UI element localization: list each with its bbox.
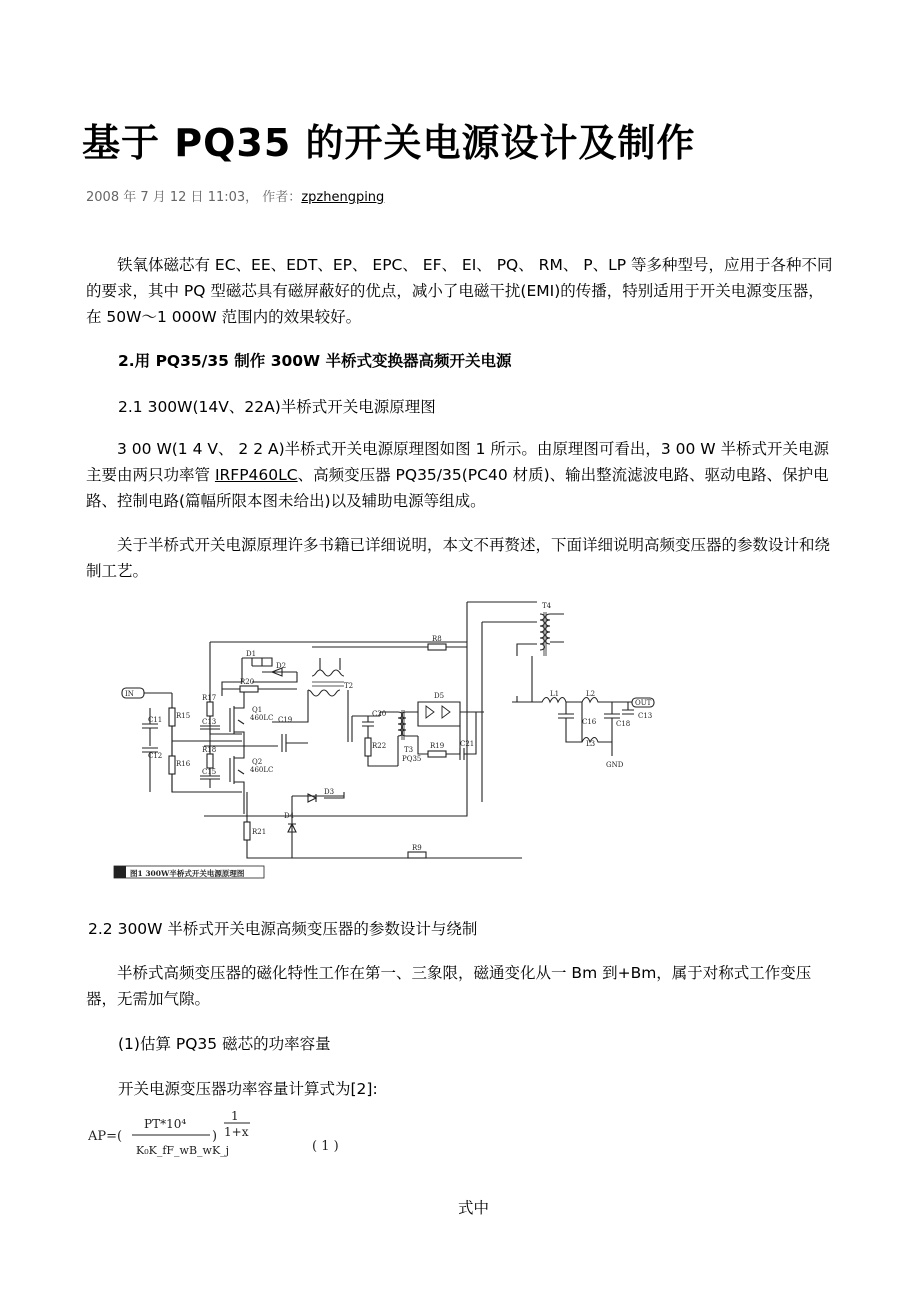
label-r15: R15 — [176, 712, 191, 720]
intro-text: 铁氧体磁芯有 EC、EE、EDT、EP、 EPC、 EF、 EI、 PQ、 RM、 P、LP 等多种型号，应用于各种不同的要求，其中 PQ 型磁芯具有磁屏蔽好的优点，减小了电磁干扰(EMI)的传播，特别适用于开关电源变压器，在 50W～1 000W 范围内的效果较好。 — [86, 256, 833, 326]
label-t2: T2 — [344, 682, 354, 690]
article-date: 2008 年 7 月 12 日 11:03， — [86, 190, 259, 205]
label-c19: C19 — [278, 716, 293, 724]
label-r8: R8 — [432, 635, 442, 643]
formula-intro: 开关电源变压器功率容量计算式为[2]: — [118, 1080, 378, 1098]
label-c13: C13 — [202, 718, 217, 726]
circuit-schematic — [112, 596, 672, 886]
label-d2: D2 — [276, 662, 287, 670]
label-out: OUT — [635, 699, 652, 707]
formula-number: ( 1 ) — [312, 1139, 339, 1154]
label-r17: R17 — [202, 694, 217, 702]
section-heading-2: 2.用 PQ35/35 制作 300W 半桥式变换器高频开关电源 — [118, 352, 512, 370]
formula-numerator: PT*10⁴ — [144, 1117, 187, 1131]
step-heading-1: (1)估算 PQ35 磁芯的功率容量 — [118, 1035, 331, 1053]
schematic-description-text-a: 3 00 W(1 4 V、 2 2 A)半桥式开关电源原理图如图 1 所示。由原理图可看出，3 00 W 半桥式开关电源主要由两只功率管 — [86, 440, 830, 484]
author-label: 作者： — [262, 190, 302, 205]
label-c11: C11 — [148, 716, 163, 724]
irfp460lc-link[interactable]: IRFP460LC — [214, 466, 298, 484]
label-l2: L2 — [586, 690, 596, 698]
label-c20: C20 — [372, 710, 387, 718]
label-l3: L3 — [586, 740, 596, 748]
section-heading-2-2: 2.2 300W 半桥式开关电源高频变压器的参数设计与绕制 — [88, 920, 478, 938]
formula-denominator: K₀K_fF_wB_wK_j — [136, 1144, 230, 1157]
label-c21: C21 — [460, 740, 475, 748]
label-t4: T4 — [542, 602, 552, 610]
article-title: 基于 PQ35 的开关电源设计及制作 — [82, 121, 696, 165]
formula-exp-num: 1 — [231, 1109, 239, 1123]
label-c12: C12 — [148, 752, 163, 760]
label-q2-model: 460LC — [250, 766, 274, 774]
label-d1: D1 — [246, 650, 257, 658]
label-q1: Q1 — [252, 706, 263, 714]
label-d3: D3 — [324, 788, 335, 796]
magnetization-text: 半桥式高频变压器的磁化特性工作在第一、三象限，磁通变化从一 Bm 到+Bm，属于对称式工作变压器，无需加气隙。 — [86, 964, 812, 1008]
power-capacity-formula — [88, 1108, 388, 1168]
label-c15: C15 — [202, 768, 217, 776]
label-r16: R16 — [176, 760, 191, 768]
label-d5: D5 — [434, 692, 445, 700]
schematic-description-text-b: 、高频变压器 PQ35/35(PC40 材质)、输出整流滤波电路、驱动电路、保护电路、控制电路(篇幅所限本图未给出)以及辅助电源等组成。 — [86, 466, 829, 510]
figure-caption: 图1 300W半桥式开关电源原理图 — [130, 869, 245, 878]
label-r19: R19 — [430, 742, 445, 750]
label-t3: T3 — [404, 746, 414, 754]
label-c18: C18 — [616, 720, 631, 728]
principle-paragraph — [86, 532, 834, 584]
label-r9: R9 — [412, 844, 422, 852]
formula-rparen: ) — [212, 1129, 218, 1144]
label-r21: R21 — [252, 828, 267, 836]
label-q2: Q2 — [252, 758, 263, 766]
magnetization-paragraph — [86, 960, 834, 1012]
label-d4: D4 — [284, 812, 295, 820]
label-pq35: PQ35 — [402, 755, 422, 763]
label-q1-model: 460LC — [250, 714, 274, 722]
author-link[interactable]: zpzhengping — [301, 190, 385, 205]
label-c-out: C13 — [638, 712, 653, 720]
label-gnd: GND — [606, 761, 624, 769]
where-label: 式中 — [458, 1199, 490, 1217]
section-heading-2-1: 2.1 300W(14V、22A)半桥式开关电源原理图 — [118, 398, 436, 416]
formula-lhs: AP=( — [88, 1129, 123, 1144]
label-in: IN — [125, 690, 134, 698]
label-r20: R20 — [240, 678, 255, 686]
formula-exp-den: 1+x — [224, 1125, 249, 1139]
intro-paragraph — [86, 252, 834, 330]
label-r18: R18 — [202, 746, 217, 754]
principle-text: 关于半桥式开关电源原理许多书籍已详细说明，本文不再赘述，下面详细说明高频变压器的参数设计和绕制工艺。 — [86, 536, 831, 580]
schematic-description-paragraph — [86, 436, 834, 514]
label-r22: R22 — [372, 742, 387, 750]
label-c16: C16 — [582, 718, 597, 726]
label-l1: L1 — [550, 690, 560, 698]
article-meta — [86, 186, 384, 205]
